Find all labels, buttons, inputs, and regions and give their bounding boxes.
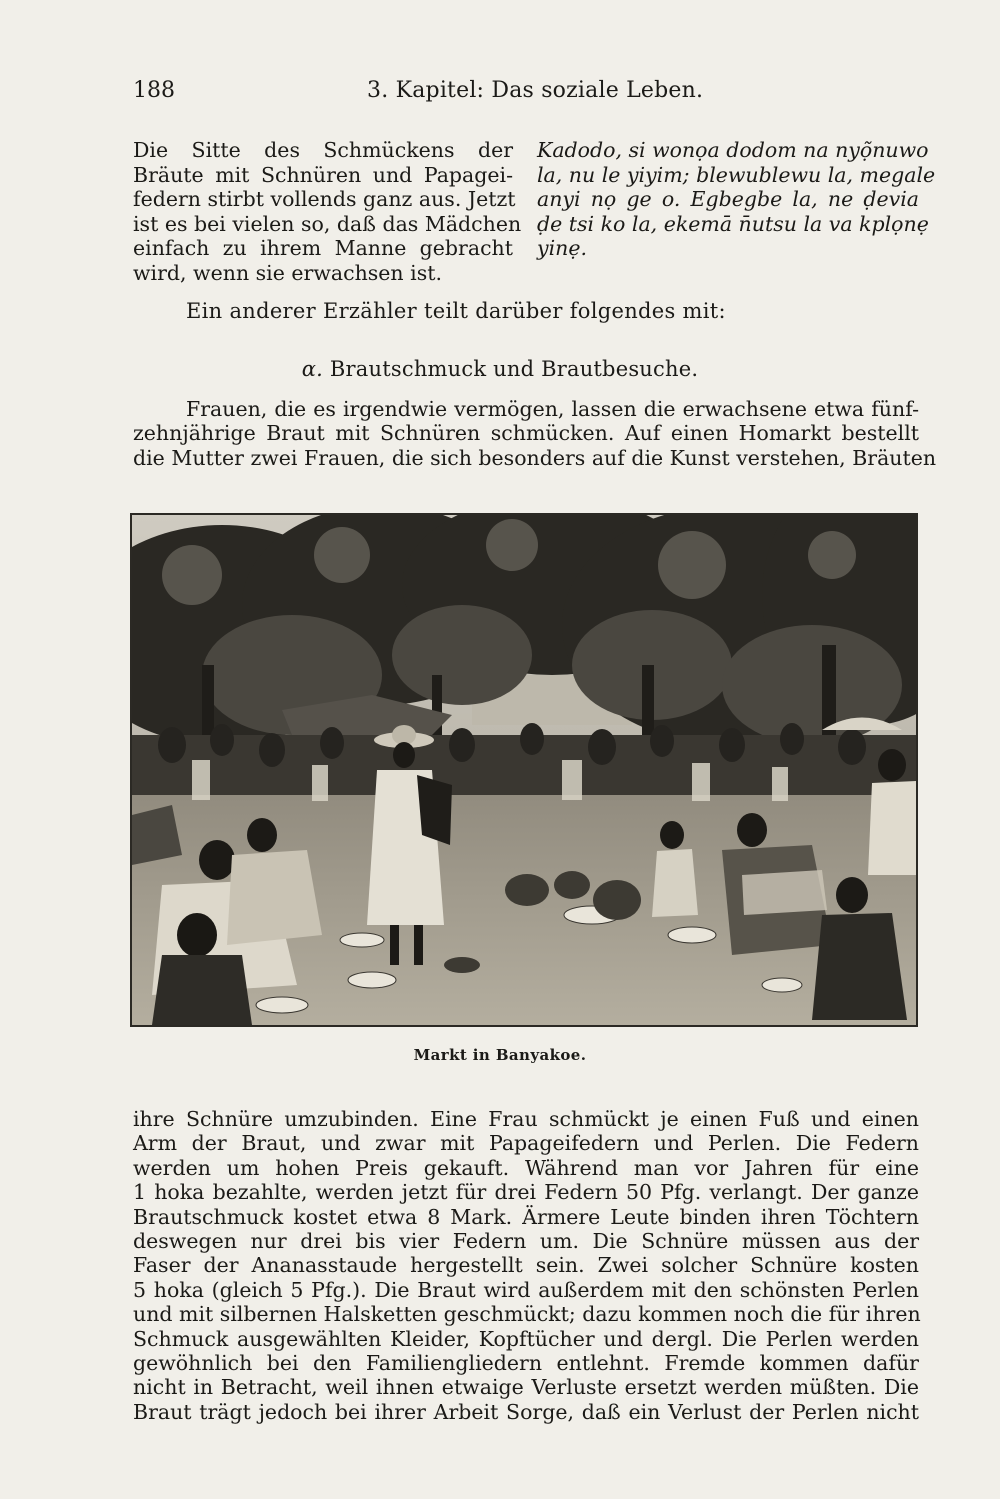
paragraph-line: gewöhnlich bei den Familiengliedern entlehnt. Fremde kommen dafür: [133, 1351, 919, 1376]
left-column-line: einfach zu ihrem Manne gebracht: [133, 236, 513, 260]
right-column-line: anyi nọ ge o. Egbegbe la, ne ḍevia: [537, 187, 919, 211]
left-column-line: federn stirbt vollends ganz aus. Jetzt: [133, 187, 516, 211]
left-column-line: Die Sitte des Schmückens der: [133, 138, 513, 162]
paragraph-line: 5 hoka (gleich 5 Pfg.). Die Braut wird außerdem mit den schönsten Perlen: [133, 1277, 919, 1302]
paragraph-line: Schmuck ausgewählten Kleider, Kopftücher und dergl. Die Perlen werden: [133, 1326, 919, 1351]
right-column-line: ḍe tsi ko la, ekemā n̄utsu la va kplọnẹ: [537, 211, 929, 236]
intro-line: Ein anderer Erzähler teilt darüber folgendes mit:: [186, 299, 726, 323]
right-column-ewe-text: [537, 138, 936, 261]
figure-caption: Markt in Banyakoe.: [413, 1046, 587, 1064]
left-column-line: ist es bei vielen so, daß das Mädchen: [133, 211, 522, 236]
paragraph-line: Brautschmuck kostet etwa 8 Mark. Ärmere Leute binden ihren Töchtern: [133, 1204, 919, 1229]
left-column: [133, 138, 522, 285]
paragraph-top: [133, 397, 937, 470]
left-column-line: wird, wenn sie erwachsen ist.: [133, 260, 442, 285]
paragraph-line: zehnjährige Braut mit Schnüren schmücken. Auf einen Homarkt bestellt: [133, 421, 919, 446]
market-photograph: [130, 513, 918, 1027]
paragraph-line: und mit silbernen Halsketten geschmückt; dazu kommen noch die für ihren: [133, 1302, 921, 1327]
paragraph-line: Arm der Braut, und zwar mit Papageifedern und Perlen. Die Federn: [133, 1131, 919, 1156]
section-marker: α.: [301, 357, 324, 381]
running-title: 3. Kapitel: Das soziale Leben.: [367, 78, 704, 103]
paragraph-line: ihre Schnüre umzubinden. Eine Frau schmückt je einen Fuß und einen: [133, 1107, 919, 1131]
paragraph-line: deswegen nur drei bis vier Federn um. Die Schnüre müssen aus der: [133, 1229, 919, 1254]
paragraph-line: Faser der Ananasstaude hergestellt sein. Zwei solcher Schnüre kosten: [133, 1253, 919, 1278]
paragraph-bottom: [133, 1107, 919, 1424]
section-heading: [0, 357, 1000, 381]
right-column-line: Kadodo, si wonọa dodom na nyọ̃nuwo: [537, 138, 929, 162]
section-title: Brautschmuck und Brautbesuche.: [329, 357, 699, 381]
right-column-line: yinẹ.: [537, 236, 587, 260]
left-column-line: Bräute mit Schnüren und Papagei-: [133, 162, 513, 187]
paragraph-line: 1 hoka bezahlte, werden jetzt für drei Federn 50 Pfg. verlangt. Der ganze: [133, 1180, 919, 1205]
right-column-line: la, nu le yiyim; blewublewu la, megale: [537, 162, 936, 187]
paragraph-line: werden um hohen Preis gekauft. Während man vor Jahren für eine: [133, 1155, 919, 1180]
paragraph-line: nicht in Betracht, weil ihnen etwaige Verluste ersetzt werden müßten. Die: [133, 1375, 919, 1400]
paragraph-line: die Mutter zwei Frauen, die sich besonders auf die Kunst verstehen, Bräuten: [133, 445, 937, 470]
paragraph-line: Frauen, die es irgendwie vermögen, lassen die erwachsene etwa fünf-: [186, 397, 919, 421]
paragraph-line: Braut trägt jedoch bei ihrer Arbeit Sorge, daß ein Verlust der Perlen nicht: [133, 1399, 919, 1424]
page-number: 188: [133, 78, 175, 103]
